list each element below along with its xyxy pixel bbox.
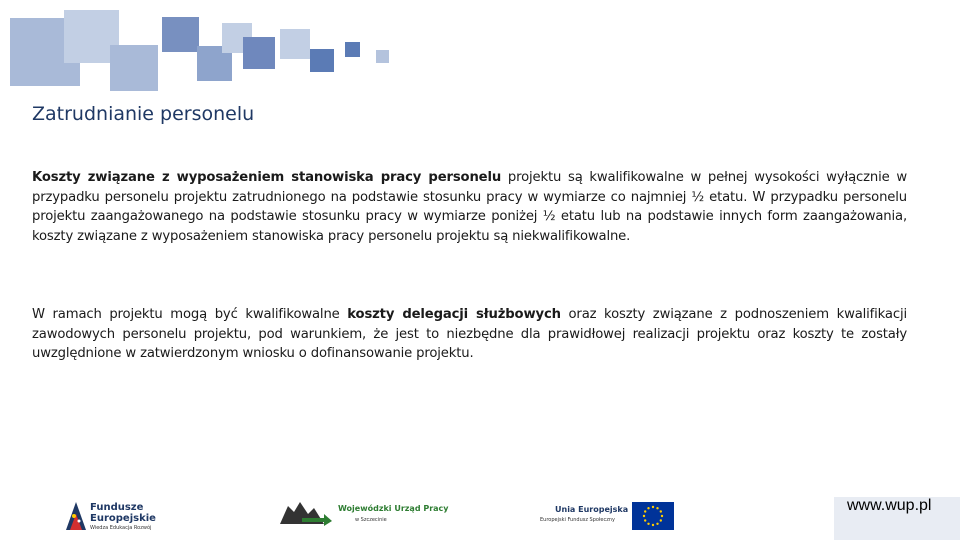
paragraph-bold-text: Koszty związane z wyposażeniem stanowiska pracy personelu bbox=[32, 170, 502, 185]
website-link[interactable]: www.wup.pl bbox=[847, 497, 932, 514]
deco-square bbox=[110, 45, 158, 91]
deco-square bbox=[310, 49, 334, 72]
paragraph-text: oraz koszty związane z podnoszeniem kwalifikacji zawodowych personelu projektu, pod warunkiem, że jest to niezbędne dla prawidłowej realizacji projektu oraz koszty te zostały uwzględnione w zatwierdzonym wniosku o dofinansowanie projektu. bbox=[32, 307, 907, 361]
wup-subtitle: w Szczecinie bbox=[355, 517, 387, 523]
paragraph-equipment-costs bbox=[32, 168, 907, 246]
deco-square bbox=[345, 42, 360, 57]
fundusze-europejskie-text bbox=[90, 503, 156, 524]
slide-title: Zatrudnianie personelu bbox=[32, 103, 255, 125]
paragraph-delegation-costs bbox=[32, 305, 907, 364]
fe-line1: Fundusze bbox=[90, 502, 144, 513]
paragraph-text: projektu są kwalifikowalne w pełnej wysokości wyłącznie w przypadku personelu projektu zatrudnionego na podstawie stosunku pracy w wymiarze co najmniej ½ etatu. W przypadku personelu projektu zaangażowanego na podstawie stosunku pracy w wymiarze poniżej ½ etatu lub na podstawie innych form zaangażowania, koszty związane z wyposażeniem stanowiska pracy personelu projektu są niekwalifikowalne. bbox=[32, 170, 907, 244]
wup-name: Wojewódzki Urząd Pracy bbox=[338, 504, 449, 513]
fe-line2: Europejskie bbox=[90, 512, 156, 524]
deco-square bbox=[280, 29, 310, 59]
paragraph-bold-text: koszty delegacji służbowych bbox=[347, 307, 561, 322]
ue-subtitle: Europejski Fundusz Społeczny bbox=[540, 517, 615, 523]
deco-square bbox=[376, 50, 389, 63]
fundusze-europejskie-logo bbox=[64, 496, 88, 532]
fe-subtitle: Wiedza Edukacja Rozwój bbox=[90, 525, 152, 531]
paragraph-text: W ramach projektu mogą być kwalifikowalne bbox=[32, 307, 348, 322]
deco-square bbox=[243, 37, 275, 69]
deco-square bbox=[162, 17, 199, 52]
eu-flag-icon bbox=[632, 502, 674, 530]
ue-name: Unia Europejska bbox=[555, 505, 629, 514]
wup-logo-icon bbox=[280, 500, 332, 526]
